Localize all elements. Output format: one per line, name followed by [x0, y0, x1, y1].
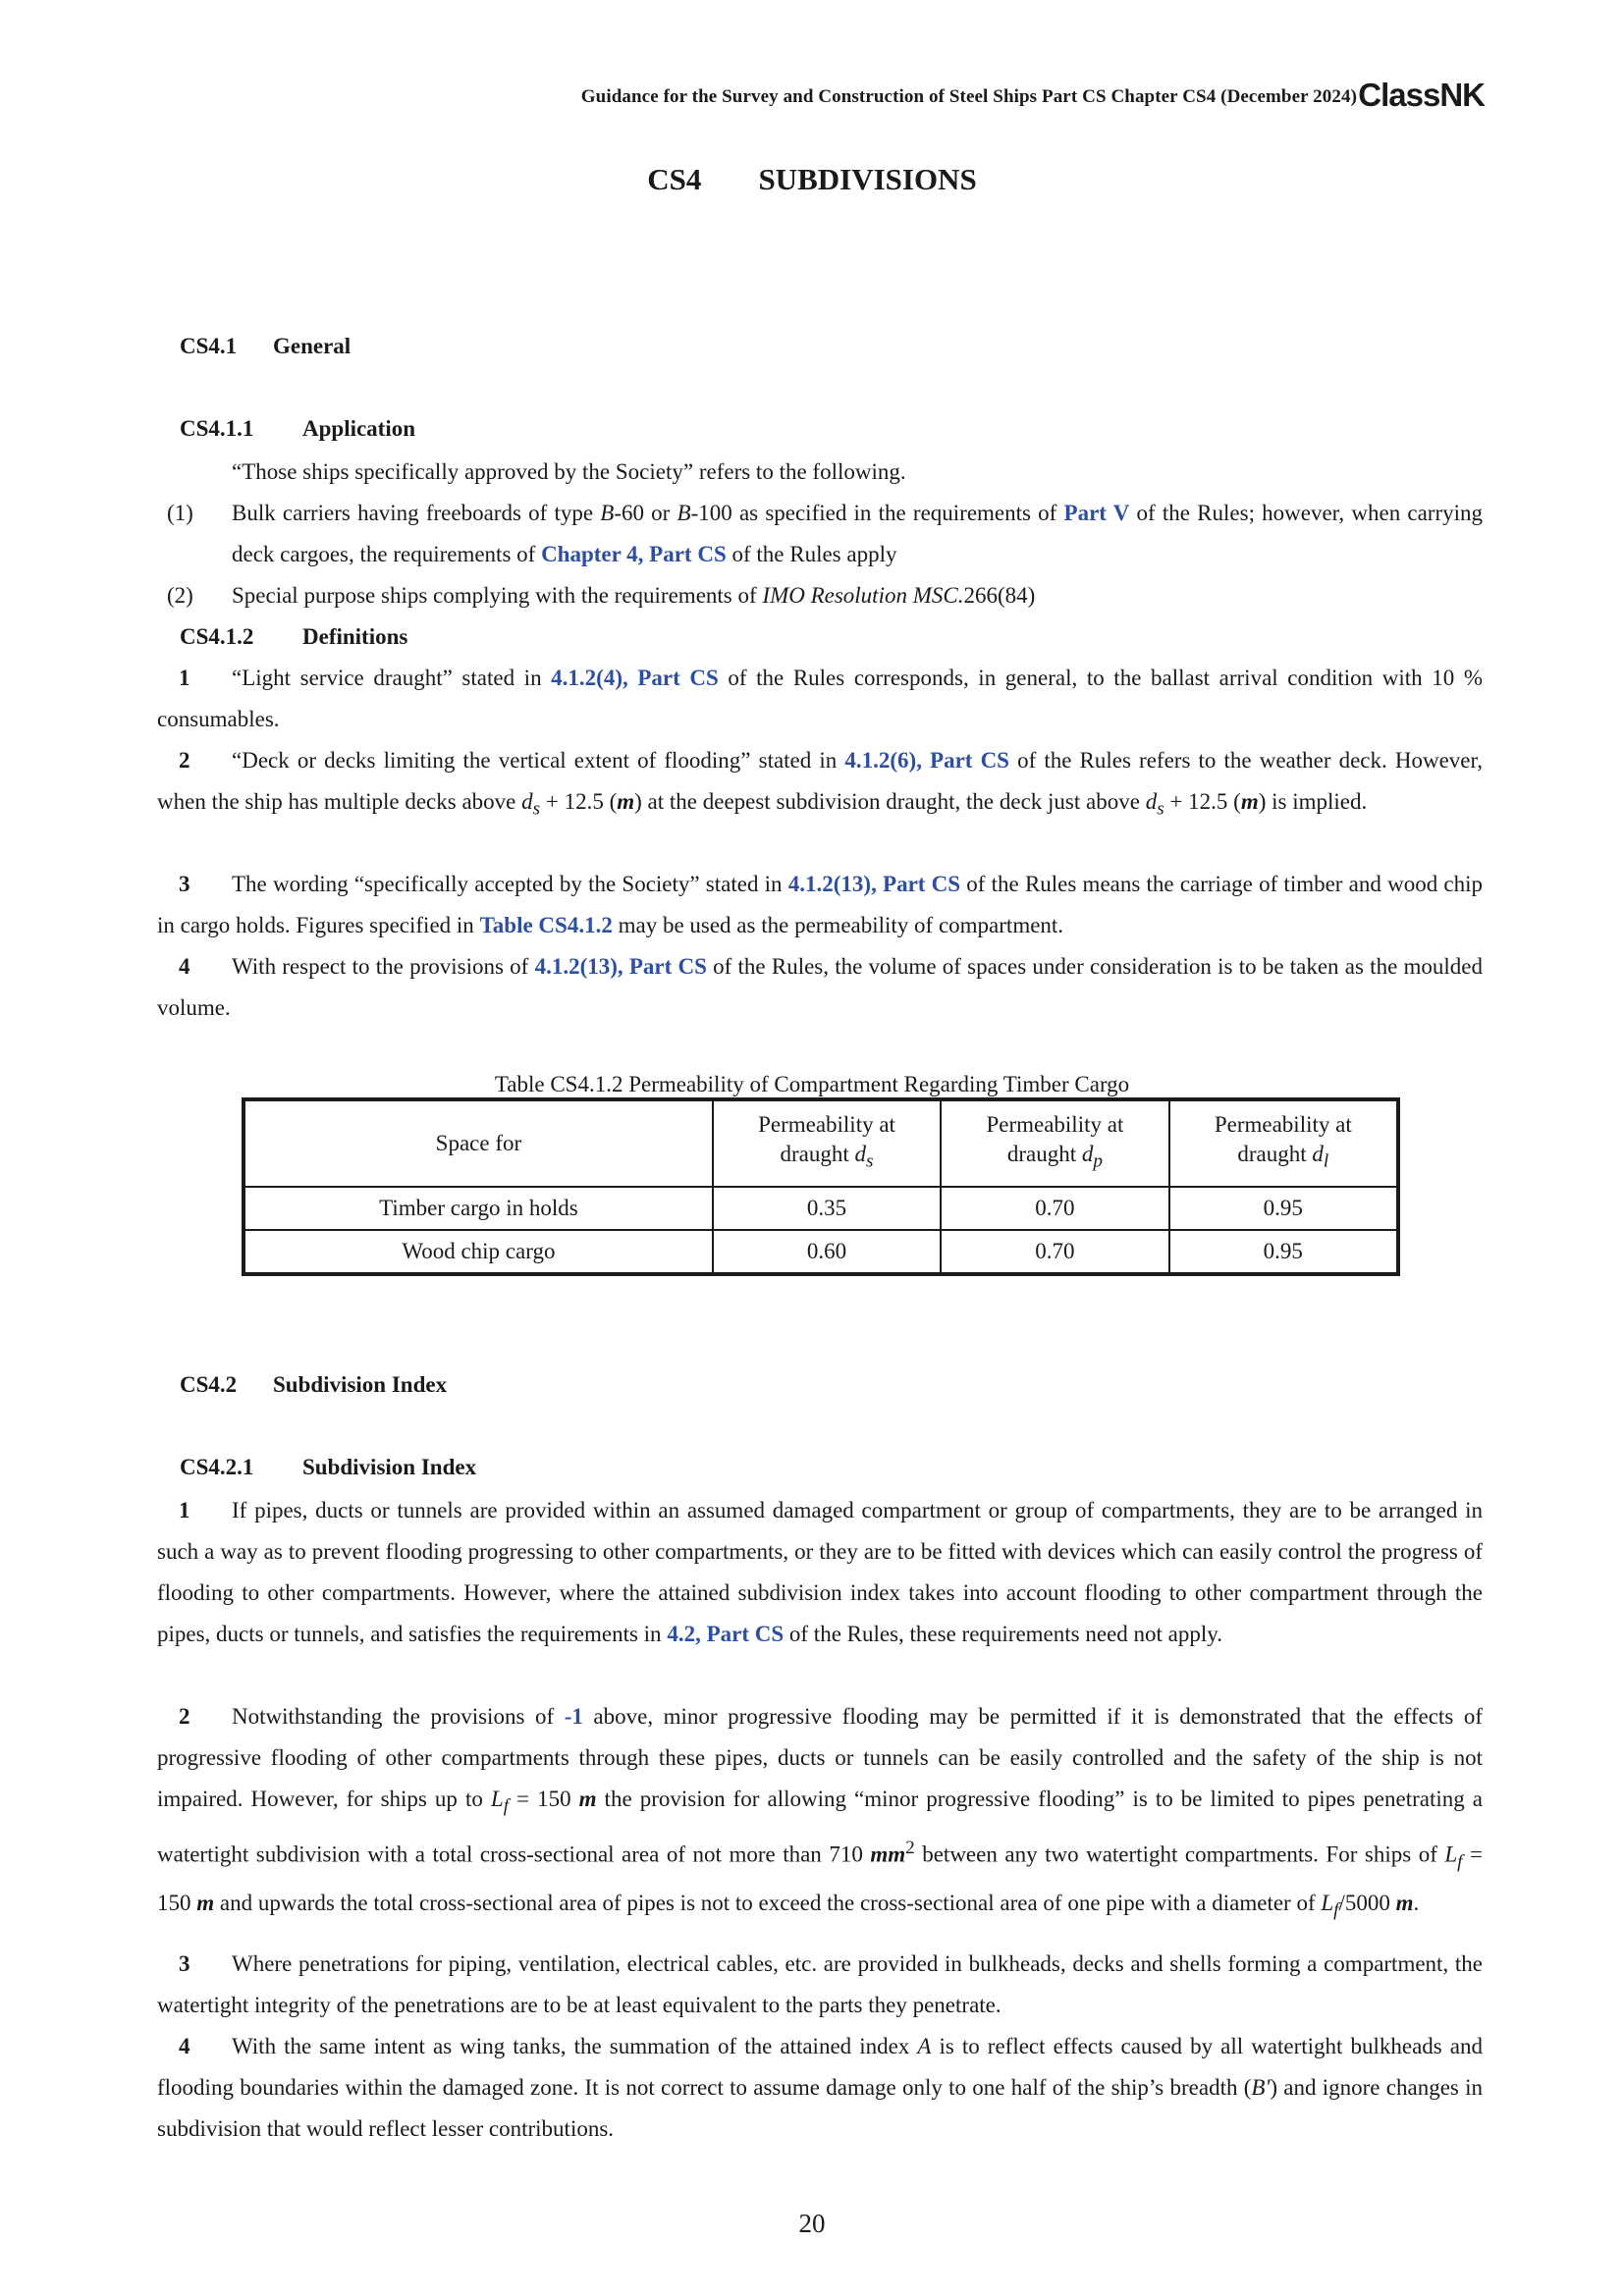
- section-heading-cs4-2: CS4.2 Subdivision Index: [180, 1372, 448, 1397]
- table-header-row: [244, 1099, 1398, 1187]
- list-item: (1) Bulk carriers having freeboards of type B-60 or B-100 as specified in the requirements of Part V of the Rules; however, when carrying deck cargoes, the requirements of Chapter 4, Part CS of the Rules apply: [167, 501, 1484, 566]
- rule-reference-link[interactable]: 4.1.2(13), Part CS: [534, 954, 707, 979]
- running-header: [471, 77, 1492, 112]
- index-paragraph: 2 Notwithstanding the provisions of -1 above, minor progressive flooding may be permitted if it is demonstrated that the effects of progressive flooding of other compartments through these pipes, ducts or tunnels can be easily controlled and the safety of the ship is not impaired. However, for ships up to $L_f = 150$ m the provision for allowing “minor progressive flooding” is to be limited to pipes penetrating a watertight subdivision with a total cross-sectional area of not more than 710 $mm^2$ between any two watertight compartments. For ships of $L_f = 150$ m and upwards the total cross-sectional area of pipes is not to exceed the cross-sectional area of one pipe with a diameter of $L_f/5000$ m.: [157, 1704, 1483, 1921]
- table-cell: Timber cargo in holds: [244, 1187, 713, 1230]
- classnk-logo: ClassNK: [1358, 77, 1485, 113]
- index-paragraph: 1 If pipes, ducts or tunnels are provided within an assumed damaged compartment or group of compartments, they are to be arranged in such a way as to prevent flooding progressing to other compartments, or they are to be fitted with devices which can easily control the progress of flooding to other compartments. However, where the attained subdivision index takes into account flooding to other compartment through the pipes, ducts or tunnels, and satisfies the requirements in 4.2, Part CS of the Rules, these requirements need not apply.: [157, 1498, 1483, 1646]
- rule-reference-link[interactable]: 4.1.2(6), Part CS: [844, 748, 1009, 773]
- rule-reference-link[interactable]: 4.1.2(13), Part CS: [787, 872, 961, 896]
- header-permeability-dl: Permeability at draught $d_l$: [1169, 1099, 1398, 1187]
- running-title: Guidance for the Survey and Construction of Steel Ships Part CS Chapter CS4 (December 2024): [580, 86, 1357, 107]
- index-paragraph: 4 With the same intent as wing tanks, the summation of the attained index A is to reflect effects caused by all watertight bulkheads and flooding boundaries within the damaged zone. It is not correct to assume damage only to one half of the ship’s breadth (B') and ignore changes in subdivision that would reflect lesser contributions.: [157, 2034, 1484, 2141]
- table-cell: 0.70: [941, 1187, 1168, 1230]
- table-cell: 0.95: [1169, 1187, 1398, 1230]
- subsection-heading-cs4-1-2: CS4.1.2 Definitions: [180, 624, 408, 649]
- subsection-heading-cs4-1-1: CS4.1.1 Application: [180, 416, 416, 441]
- table-cell: 0.70: [941, 1230, 1168, 1274]
- chapter-title: [0, 162, 1624, 197]
- header-permeability-dp: Permeability at draught $d_p$: [941, 1099, 1168, 1187]
- permeability-table: [242, 1097, 1400, 1276]
- section-heading-cs4-1: CS4.1 General: [180, 334, 352, 358]
- table-cell: 0.60: [713, 1230, 941, 1274]
- definition-paragraph: 1 “Light service draught” stated in 4.1.2(4), Part CS of the Rules corresponds, in general, to the ballast arrival condition with 10 % consumables.: [157, 666, 1483, 731]
- page-number: 20: [798, 2209, 826, 2238]
- definition-paragraph: 2 “Deck or decks limiting the vertical extent of flooding” stated in 4.1.2(6), Part CS of the Rules refers to the weather deck. However, when the ship has multiple decks above $d_s + 12.5$ (m) at the deepest subdivision draught, the deck just above $d_s + 12.5$ (m) is implied.: [157, 748, 1484, 820]
- table-cell: 0.35: [713, 1187, 941, 1230]
- table-reference-link[interactable]: Table CS4.1.2: [479, 913, 613, 937]
- list-item: (2) Special purpose ships complying with the requirements of IMO Resolution MSC.266(84): [167, 583, 1036, 608]
- header-permeability-ds: Permeability at draught $d_s$: [713, 1099, 941, 1187]
- table-cell: 0.95: [1169, 1230, 1398, 1274]
- table-caption: Table CS4.1.2 Permeability of Compartment Regarding Timber Cargo: [494, 1072, 1130, 1096]
- definition-paragraph: 3 The wording “specifically accepted by the Society” stated in 4.1.2(13), Part CS of the Rules means the carriage of timber and wood chip in cargo holds. Figures specified in Table CS4.1.2 may be used as the permeability of compartment.: [157, 872, 1484, 937]
- rule-reference-link[interactable]: 4.1.2(4), Part CS: [551, 666, 719, 690]
- application-intro: “Those ships specifically approved by the Society” refers to the following.: [232, 459, 906, 484]
- header-space-for: Space for: [244, 1099, 713, 1187]
- table-cell: Wood chip cargo: [244, 1230, 713, 1274]
- rule-reference-link[interactable]: Chapter 4, Part CS: [541, 542, 727, 566]
- definition-paragraph: 4 With respect to the provisions of 4.1.2(13), Part CS of the Rules, the volume of spaces under consideration is to be taken as the moulded volume.: [157, 954, 1483, 1020]
- index-paragraph: 3 Where penetrations for piping, ventilation, electrical cables, etc. are provided in bulkheads, decks and shells forming a compartment, the watertight integrity of the penetrations are to be at least equivalent to the parts they penetrate.: [157, 1951, 1483, 2017]
- rule-reference-link[interactable]: Part V: [1063, 501, 1130, 525]
- rule-reference-link[interactable]: 4.2, Part CS: [667, 1622, 785, 1646]
- table-row: [244, 1187, 1398, 1230]
- subsection-heading-cs4-2-1: CS4.2.1 Subdivision Index: [180, 1455, 477, 1479]
- rule-reference-link[interactable]: -1: [564, 1704, 583, 1729]
- chapter-number: CS4: [647, 162, 702, 196]
- chapter-name: SUBDIVISIONS: [758, 162, 977, 196]
- table-row: [244, 1230, 1398, 1274]
